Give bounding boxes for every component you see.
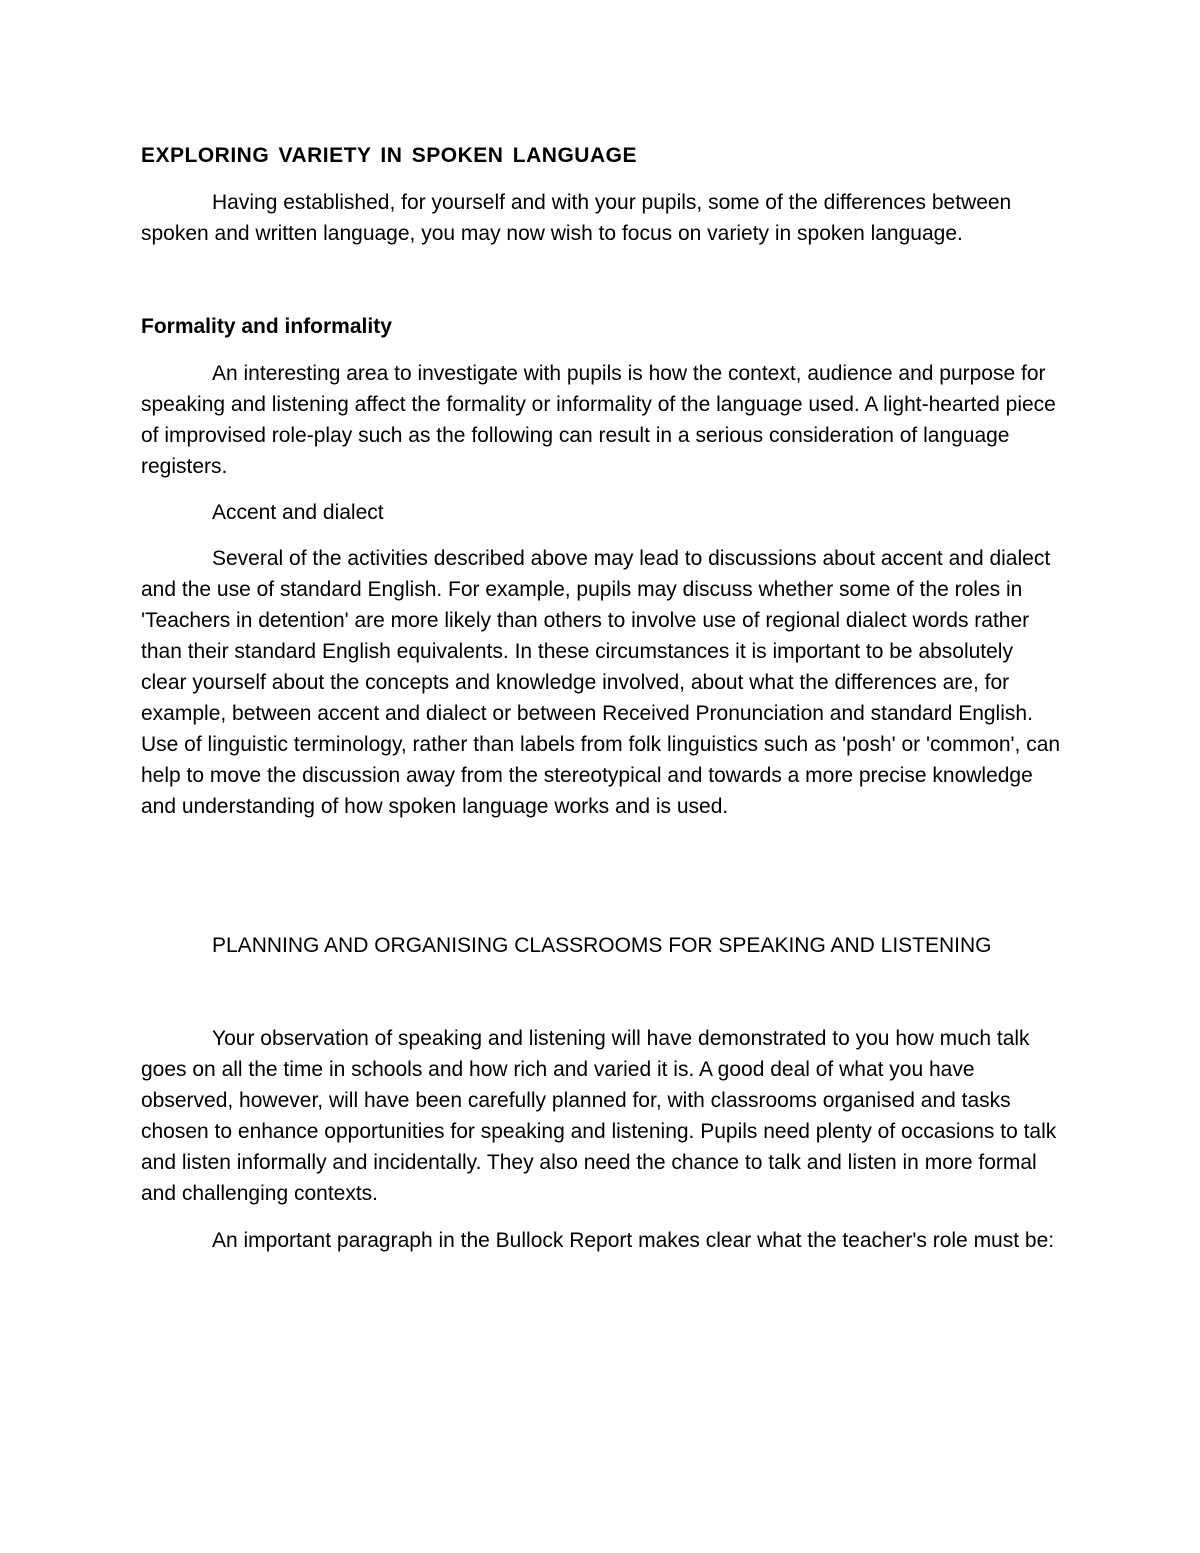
planning-paragraph-2: An important paragraph in the Bullock Report makes clear what the teacher's role must be:: [212, 1229, 1055, 1252]
document-title: EXPLORING VARIETY IN SPOKEN LANGUAGE: [141, 144, 637, 167]
formality-heading: Formality and informality: [141, 315, 392, 338]
document-body: [141, 140, 1061, 1256]
planning-paragraph-1: Your observation of speaking and listening will have demonstrated to you how much talk goes on all the time in schools and how rich and varied it is. A good deal of what you have observed, however, will have been carefully planned for, with classrooms organised and tasks chosen to enhance opportunities for speaking and listening. Pupils need plenty of occasions to talk and listen informally and incidentally. They also need the chance to talk and listen in more formal and challenging contexts.: [141, 1027, 1057, 1205]
accent-paragraph: Several of the activities described above may lead to discussions about accent and dialect and the use of standard English. For example, pupils may discuss whether some of the roles in 'Teachers in detention' are more likely than others to involve use of regional dialect words rather than their standard English equivalents. In these circumstances it is important to be absolutely clear yourself about the concepts and knowledge involved, about what the differences are, for example, between accent and dialect or between Received Pronunciation and standard English. Use of linguistic terminology, rather than labels from folk linguistics such as 'posh' or 'common', can help to move the discussion away from the stereotypical and towards a more precise knowledge and understanding of how spoken language works and is used.: [141, 547, 1061, 818]
planning-heading: PLANNING AND ORGANISING CLASSROOMS FOR SPEAKING AND LISTENING: [212, 934, 992, 957]
intro-paragraph: Having established, for yourself and with your pupils, some of the differences between spoken and written language, you may now wish to focus on variety in spoken language.: [141, 191, 1012, 245]
formality-paragraph: An interesting area to investigate with pupils is how the context, audience and purpose for speaking and listening affect the formality or informality of the language used. A light-hearted piece of improvised role-play such as the following can result in a serious consideration of language registers.: [141, 362, 1056, 478]
accent-heading: Accent and dialect: [212, 501, 384, 524]
